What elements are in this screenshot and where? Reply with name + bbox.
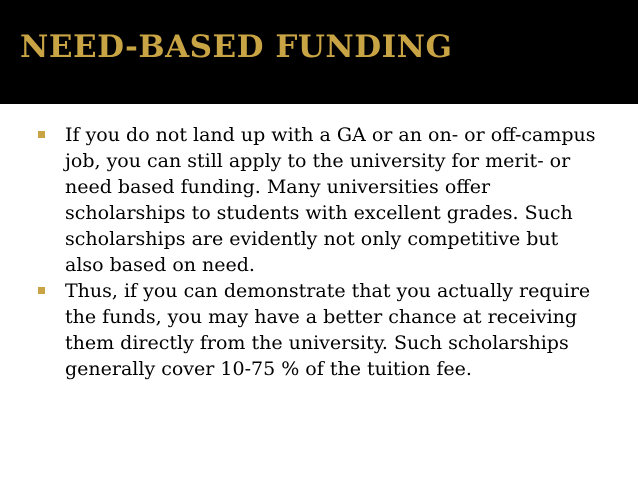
bullet-item <box>38 278 598 382</box>
title-bar <box>0 0 638 104</box>
bullet-text: If you do not land up with a GA or an on- or off-campus job, you can still apply to the university for merit- or need based funding. Many universities offer scholarships to students with excellent grades. Such scholarships are evidently not only competitive but also based on need. <box>65 124 596 276</box>
content-panel <box>0 104 638 479</box>
square-bullet-icon <box>38 287 45 294</box>
bullet-list <box>38 122 598 382</box>
slide-title: NEED-BASED FUNDING <box>20 29 453 65</box>
bullet-item <box>38 122 598 278</box>
square-bullet-icon <box>38 131 45 138</box>
bullet-text: Thus, if you can demonstrate that you actually require the funds, you may have a better chance at receiving them directly from the university. Such scholarships generally cover 10-75 % of the tuition fee. <box>65 280 591 380</box>
